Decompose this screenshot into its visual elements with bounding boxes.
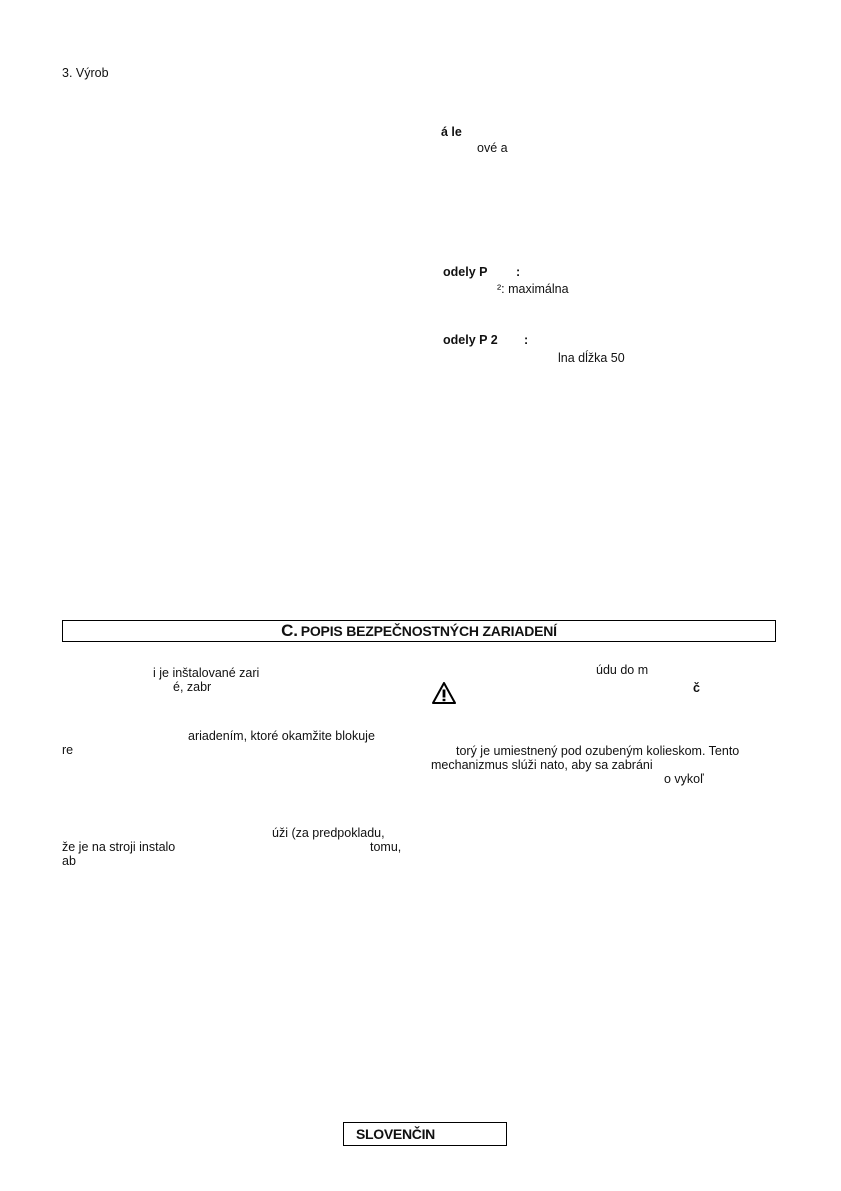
- left-p3-line1: úži (za predpokladu,: [272, 826, 385, 840]
- left-p1-line1: i je inštalované zari: [153, 666, 260, 680]
- right-text-1: ové a: [477, 141, 508, 155]
- section-label: 3. Výrob: [62, 66, 109, 80]
- right-c-line3: torý je umiestnený pod ozubeným kolieskom. Tento: [456, 744, 740, 758]
- right-heading-2: odely P: [443, 265, 488, 279]
- right-heading-1: á le: [441, 125, 462, 139]
- left-p3-line3: ab: [62, 854, 76, 868]
- section-c-header: [62, 620, 776, 642]
- right-heading-3-colon: :: [524, 333, 529, 347]
- section-c-letter: C.: [281, 621, 298, 640]
- right-c-line5: o vykoľ: [664, 772, 704, 786]
- left-p2-line2: re: [62, 743, 74, 757]
- right-text-3: lna dĺžka 50: [558, 351, 625, 365]
- right-c-line1: údu do m: [596, 663, 649, 677]
- left-p2-line1: ariadením, ktoré okamžite blokuje: [188, 729, 375, 743]
- right-heading-3: odely P 2: [443, 333, 498, 347]
- section-c-title: POPIS BEZPEČNOSTNÝCH ZARIADENÍ: [300, 623, 557, 639]
- right-text-2: ²: maximálna: [497, 282, 569, 296]
- left-p1-line2: é, zabr: [173, 680, 212, 694]
- left-p3-line2b: tomu,: [370, 840, 402, 854]
- right-heading-2-colon: :: [516, 265, 521, 279]
- warning-icon: [432, 682, 456, 704]
- left-p3-line2a: že je na stroji instalo: [62, 840, 176, 854]
- right-c-bold-char: č: [693, 681, 700, 695]
- right-c-line4: mechanizmus slúži nato, aby sa zabráni: [431, 758, 653, 772]
- language-footer: SLOVENČIN: [343, 1122, 507, 1146]
